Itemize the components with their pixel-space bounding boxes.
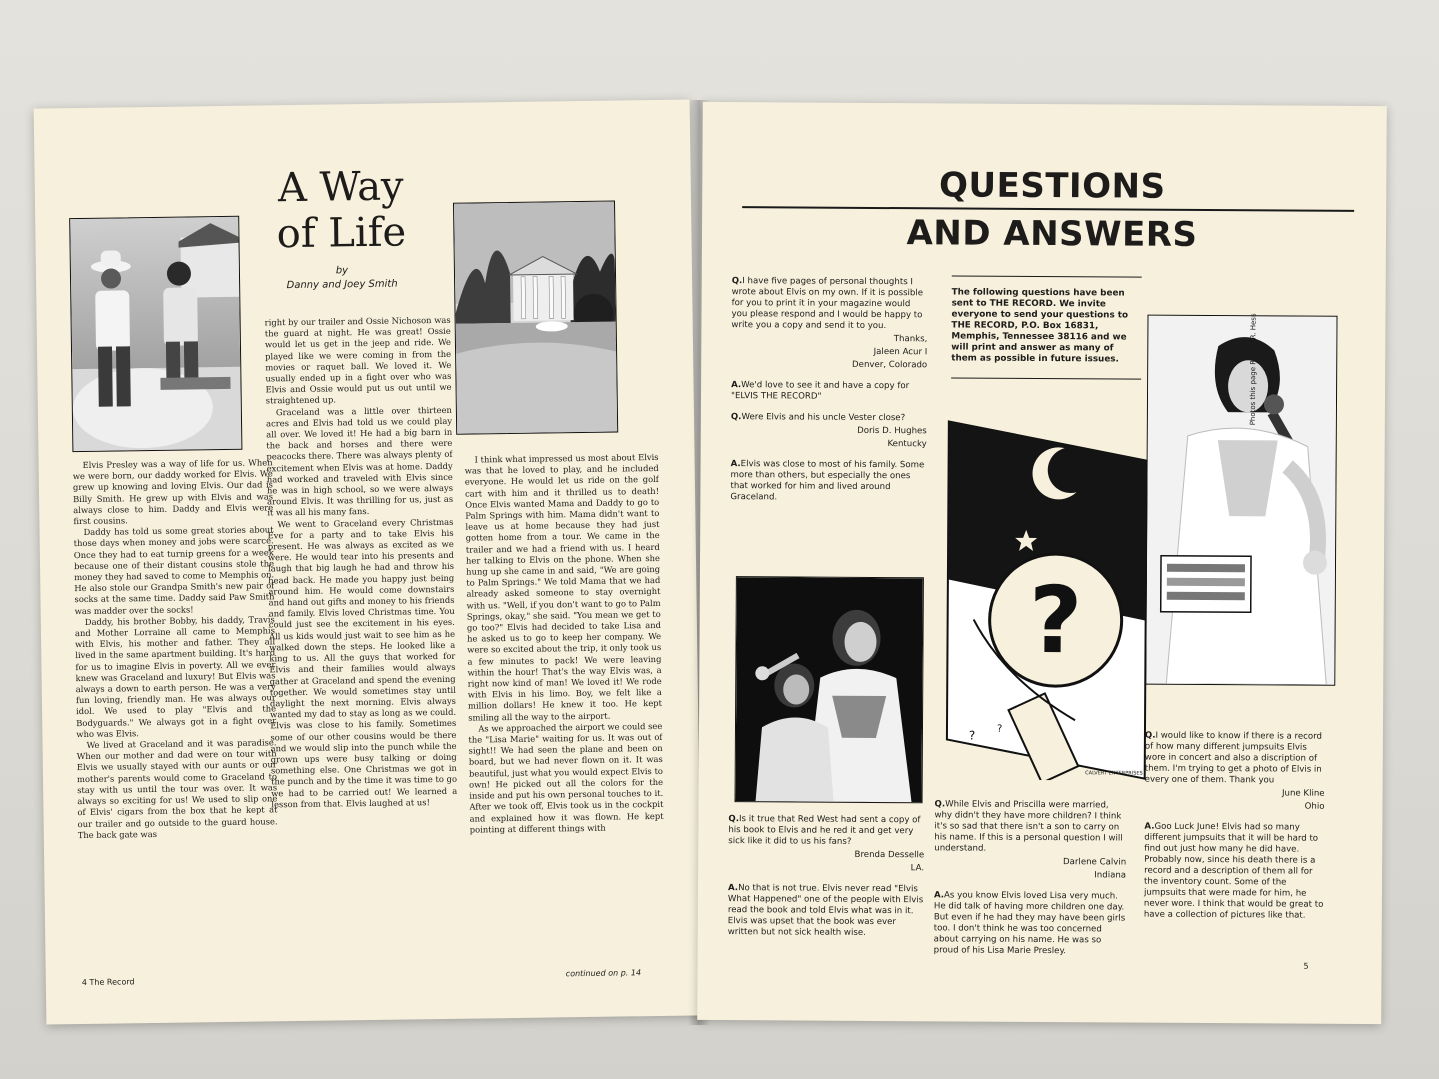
signature: Darlene Calvin <box>1063 857 1127 868</box>
qa-heading-block <box>882 165 1223 255</box>
photo-danny-and-joey <box>69 216 242 452</box>
right-page <box>697 102 1387 1024</box>
qa-question <box>731 276 928 371</box>
article-column-2 <box>265 315 460 968</box>
answer-text: Elvis was close to most of his family. Some more than others, but especially the ones that worked for him and lived around Graceland. <box>730 459 925 503</box>
q-label: Q. <box>1144 730 1156 741</box>
a-label: A. <box>1144 821 1155 832</box>
photo-elvis-concert-2-image <box>1146 316 1336 685</box>
qa-question <box>934 799 1126 881</box>
signature: Thanks, <box>893 334 928 345</box>
qa-heading-line1: QUESTIONS <box>938 165 1166 207</box>
q-label: Q. <box>934 799 946 810</box>
qa-answer <box>731 380 927 403</box>
svg-text:?: ? <box>968 728 976 743</box>
answer-text: Goo Luck June! Elvis had so many different jumpsuits that it will be hard to find out just how many he did have. Probably now, since his death there is a record and a description of them all for the inventory count. Some of the jumpsuits that were made for him, he never wore. I think that would be great to have a collection of pictures like that. <box>1143 821 1324 921</box>
answer-text: No that is not true. Elvis never read "Elvis What Happened" one of the people with Elvis read the book and told Elvis what was in it. Elvis was upset that the book was ever written but not sick health wise. <box>727 883 924 938</box>
a-label: A. <box>731 380 742 391</box>
qa-heading-line2: AND ANSWERS <box>906 213 1198 255</box>
col3-paragraph: As we approached the airport we could see the "Lisa Marie" waiting for us. It was out of sight!! We had seen the plane and been on board, but we had never flown on it. It was beautiful, just what you would expect Elvis to own! He picked out all the colors for the inside and put his own personal touches to it. After we took off, Elvis took us in the cockpit and explained how it was flown. He kept pointing at different things with <box>468 720 664 835</box>
byline-authors: Danny and Joey Smith <box>286 278 398 292</box>
col1-paragraph: We lived at Graceland and it was paradise. When our mother and dad were on tour with Elvis we usually stayed with our aunts or our mother's parents would come to Graceland to stay with us until the tour was over. It was always so exciting for us! We used to slip one of Elvis' cigars from the box that he kept at our trailer and go outside to the guard house. The back gate was <box>76 737 278 840</box>
continued-note: continued on p. 14 <box>565 968 642 979</box>
right-page-folio: 5 <box>1303 961 1309 971</box>
col1-paragraph: Elvis Presley was a way of life for us. When we were born, our daddy worked for Elvis. We grew up knowing and loving Elvis. Our dad is Billy Smith. He grew up with Elvis and was always close to him. Daddy and Elvis were first cousins. <box>72 457 274 527</box>
q-label: Q. <box>728 814 740 825</box>
article-title-block <box>258 163 424 293</box>
artist-signature: CALVERT ENTERPRISES <box>1085 770 1143 777</box>
qa-column-3 <box>1144 731 1325 932</box>
qa-answer <box>934 890 1126 957</box>
q-label: Q. <box>731 276 743 287</box>
qa-answer <box>1144 822 1325 922</box>
question-text: While Elvis and Priscilla were married, why didn't they have more children? I think it's so sad that there isn't a son to carry on his name. If this is a personal question I will understand. <box>934 799 1123 854</box>
submission-notice: The following questions have been sent to THE RECORD. We invite everyone to send your questions to THE RECORD, P.O. Box 16831, Memphis, Tennessee 38116 and we will print and answer as many of them as possible in future issues. <box>951 287 1129 365</box>
signature: Indiana <box>1094 870 1127 881</box>
qa-question <box>731 412 927 450</box>
question-mark-illustration <box>945 419 1151 780</box>
svg-text:?: ? <box>996 723 1003 735</box>
answer-text: As you know Elvis loved Lisa very much. He did talk of having more children one day. But even if he had they may have been girls too. I don't think he was too concerned about carrying on his name. He was so proud of his Lisa Marie Presley. <box>933 890 1126 957</box>
a-label: A. <box>727 883 739 894</box>
signature: Kentucky <box>887 439 927 450</box>
qa-answer <box>728 883 924 939</box>
qa-column-1 <box>730 276 927 514</box>
left-page <box>34 99 703 1024</box>
photo-elvis-concert-2 <box>1145 315 1337 686</box>
notice-rule-bottom <box>951 377 1141 379</box>
article-column-3 <box>465 452 666 965</box>
left-page-folio: 4 The Record <box>81 977 135 988</box>
byline-by: by <box>335 265 349 277</box>
signature: June Kline <box>1281 788 1325 799</box>
question-text: Were Elvis and his uncle Vester close? <box>741 412 906 424</box>
photo-elvis-concert-1 <box>735 576 924 803</box>
notice-rule-top <box>952 275 1142 277</box>
photo-graceland-image <box>454 202 617 434</box>
question-text: I would like to know if there is a record of how many different jumpsuits Elvis wore in concert and also a discription of them. I'm trying to get a photo of Elvis in every one of them. Thank you <box>1144 730 1323 786</box>
signature: Jaleen Acur I <box>873 346 928 358</box>
article-column-1 <box>73 457 280 970</box>
col2-paragraph: Graceland was a little over thirteen acres and Elvis had told us we could play all over. We loved it! He had a big barn in the back and horses and there were peacocks there. There was always plenty of excitement when Elvis was at home. Daddy had worked and traveled with Elvis since he was in high school, so we were always around Elvis. It was thrilling for us, just as it was all his many fans. <box>265 404 454 518</box>
qa-question <box>1144 731 1324 813</box>
qa-answer <box>730 459 926 504</box>
signature: Denver, Colorado <box>852 359 928 371</box>
answer-text: We'd love to see it and have a copy for "ELVIS THE RECORD" <box>730 380 910 402</box>
qa-column-2 <box>934 799 1127 967</box>
photo-graceland <box>453 201 618 435</box>
signature: Brenda Desselle <box>854 849 925 861</box>
svg-text:?: ? <box>1028 566 1083 675</box>
article-title-line1: A Way <box>277 163 404 212</box>
q-label: Q. <box>730 412 742 423</box>
question-text: I have five pages of personal thoughts I wrote about Elvis on my own. If it is possible for you to print it in your magazine would you please respond and I would be happy to write you a copy and send it to you. <box>731 276 924 332</box>
qa-column-1-lower <box>728 814 925 949</box>
a-label: A. <box>933 890 945 901</box>
col1-paragraph: Daddy has told us some great stories about those days when money and jobs were scarce. Once they had to eat turnip greens for a week because one of their distant cousins stole the money they had saved to come to Memphis on. He also stole our Grandpa Smith's new pair of socks at the same time. Daddy said Paw Smith was madder over the socks! <box>73 524 275 616</box>
col2-paragraph: right by our trailer and Ossie Nichoson was the guard at night. He was great! Ossie would let us get in the jeep and ride. We played like we were coming in from the movies or raquet ball. We loved it. We usually ended up in a fight over who was Elvis and Ossie would put us out until we straightened up. <box>264 314 452 406</box>
photo-boys-image <box>70 217 241 451</box>
col1-paragraph: Daddy, his brother Bobby, his daddy, Travis and Mother Lorraine all came to Memphis with Elvis, his mother and father. They all lived in the same apartment building. It's hard for us to imagine Elvis in poverty. All we ever knew was Graceland and luxury! But Elvis was always a down to earth person. He was a very fun loving, friendly man. He was always our idol. We used to play "Elvis and the Bodyguards." We always got in a fight over who was Elvis. <box>74 614 277 739</box>
signature: LA. <box>910 863 925 874</box>
photo-credit: Photos this page Robert R. Hess <box>1248 313 1258 426</box>
question-text: Is it true that Red West had sent a copy of his book to Elvis and he red it and get very sick like it did to us his fans? <box>728 814 921 847</box>
signature: Doris D. Hughes <box>857 425 927 437</box>
article-title-line2: of Life <box>276 209 407 258</box>
col3-paragraph: I think what impressed us most about Elvis was that he loved to play, and he included everyone. He would let us ride on the golf cart with him and it thrilled us to death! Once Elvis wanted Mama and Daddy to go to Palm Springs with him. Mama didn't want to leave us at home because they had just gotten home from a tour. We came in the trailer and we had a friend with us. I heard her talking to Elvis on the phone. When she hung up she came in and said, "We are going to Palm Springs." We told Mama that we had already asked someone to stay overnight with us. "Well, if you don't want to go to Palm Springs, okay," she said. "You mean we get to go too?" Elvis had decided to take Lisa and he asked us to go to keep her company. We were so excited about the trip, it only took us a few minutes to pack! We were leaving within the hour! That's the way Elvis was, a right now kind of man! We loved it! We rode with Elvis in his limo. Boy, we felt like a million dollars! He knew it too. He kept smiling all the way to the airport. <box>464 451 663 723</box>
signature: Ohio <box>1304 801 1325 812</box>
photo-elvis-concert-1-image <box>736 577 923 802</box>
question-mark-art <box>945 419 1151 780</box>
a-label: A. <box>730 459 741 470</box>
col2-paragraph: We went to Graceland every Christmas Eve for a party and to take Elvis his present. He was always as excited as we were. He would tear into his presents and laugh that big laugh he had and throw his head back. He made you happy just being around him. He would come downstairs and hand out gifts and money to his friends and family. Elvis loved Christmas time. You could just see the excitement in his eyes. All us kids would just wait to see him as he walked down the steps. He looked like a king to us. All the guys that worked for Elvis and their families would always gather at Graceland and spend the evening together. We would sometimes stay until daylight the next morning. Elvis always wanted my dad to stay as long as we could. Elvis was close to his family. Sometimes some of our other cousins would be there and we would slip into the punch while the grown ups were busy talking or doing something else. One Christmas we got in the punch and by the time it was time to go we had to be carried out! We learned a lesson from that. Elvis laughed at us! <box>267 516 458 810</box>
qa-question <box>728 814 924 874</box>
